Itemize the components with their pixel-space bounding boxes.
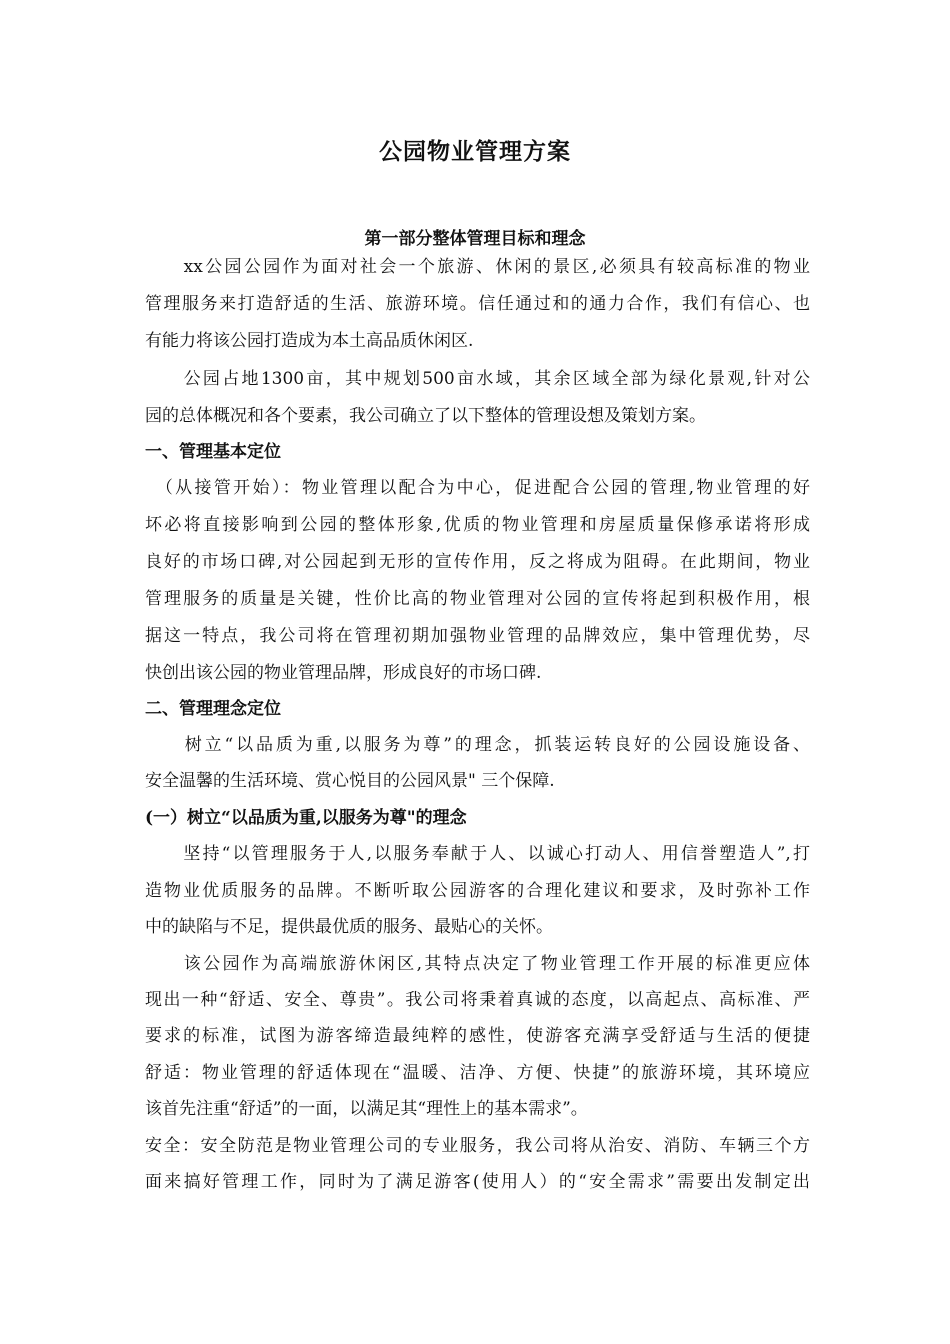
body-line: 该首先注重“舒适”的一面，以满足其“理性上的基本需求”。 xyxy=(145,1099,588,1119)
body-line: 有能力将该公园打造成为本土高品质休闲区. xyxy=(145,331,474,351)
body-line: 造物业优质服务的品牌。不断听取公园游客的合理化建议和要求，及时弥补工作 xyxy=(145,881,810,901)
body-line: （从接管开始）：物业管理以配合为中心，促进配合公园的管理,物业管理的好 xyxy=(145,478,810,498)
body-line: 要求的标准，试图为游客缔造最纯粹的感性，使游客充满享受舒适与生活的便捷 xyxy=(145,1026,810,1046)
body-line: 树立“以品质为重,以服务为尊”的理念，抓装运转良好的公园设施设备、 xyxy=(145,735,810,755)
body-line: 安全：安全防范是物业管理公司的专业服务，我公司将从治安、消防、车辆三个方 xyxy=(145,1136,810,1156)
body-line: 公园占地1300亩，其中规划500亩水域，其余区域全部为绿化景观,针对公 xyxy=(145,369,810,389)
body-line: 良好的市场口碑,对公园起到无形的宣传作用，反之将成为阻碍。在此期间，物业 xyxy=(145,552,810,572)
body-line: 中的缺陷与不足，提供最优质的服务、最贴心的关怀。 xyxy=(145,917,553,937)
body-line: 坏必将直接影响到公园的整体形象,优质的物业管理和房屋质量保修承诺将形成 xyxy=(145,515,810,535)
body-line: xx公园公园作为面对社会一个旅游、休闲的景区,必须具有较高标准的物业 xyxy=(145,257,810,277)
part-heading: 第一部分整体管理目标和理念 xyxy=(364,229,586,249)
body-line: 管理服务的质量是关键，性价比高的物业管理对公园的宣传将起到积极作用，根 xyxy=(145,589,810,609)
body-line: 面来搞好管理工作，同时为了满足游客(使用人）的“安全需求”需要出发制定出 xyxy=(145,1172,810,1192)
body-line: 坚持“以管理服务于人,以服务奉献于人、以诚心打动人、用信誉塑造人”,打 xyxy=(145,844,810,864)
document-title: 公园物业管理方案 xyxy=(379,138,571,165)
body-line: 快创出该公园的物业管理品牌，形成良好的市场口碑. xyxy=(145,663,542,683)
section-heading: 二、管理理念定位 xyxy=(145,699,281,719)
section-heading: 一、管理基本定位 xyxy=(145,442,281,462)
body-line: 该公园作为高端旅游休闲区,其特点决定了物业管理工作开展的标准更应体 xyxy=(145,954,810,974)
body-line: 据这一特点，我公司将在管理初期加强物业管理的品牌效应，集中管理优势，尽 xyxy=(145,626,810,646)
body-line: 舒适：物业管理的舒适体现在“温暖、洁净、方便、快捷”的旅游环境，其环境应 xyxy=(145,1063,810,1083)
body-line: 管理服务来打造舒适的生活、旅游环境。信任通过和的通力合作，我们有信心、也 xyxy=(145,294,810,314)
body-line: 安全温馨的生活环境、赏心悦目的公园风景" 三个保障. xyxy=(145,771,555,791)
body-line: 现出一种“舒适、安全、尊贵”。我公司将秉着真诚的态度，以高起点、高标准、严 xyxy=(145,990,810,1010)
subsection-heading: (一）树立“以品质为重,以服务为尊"的理念 xyxy=(145,808,467,828)
body-line: 园的总体概况和各个要素，我公司确立了以下整体的管理设想及策划方案。 xyxy=(145,406,706,426)
